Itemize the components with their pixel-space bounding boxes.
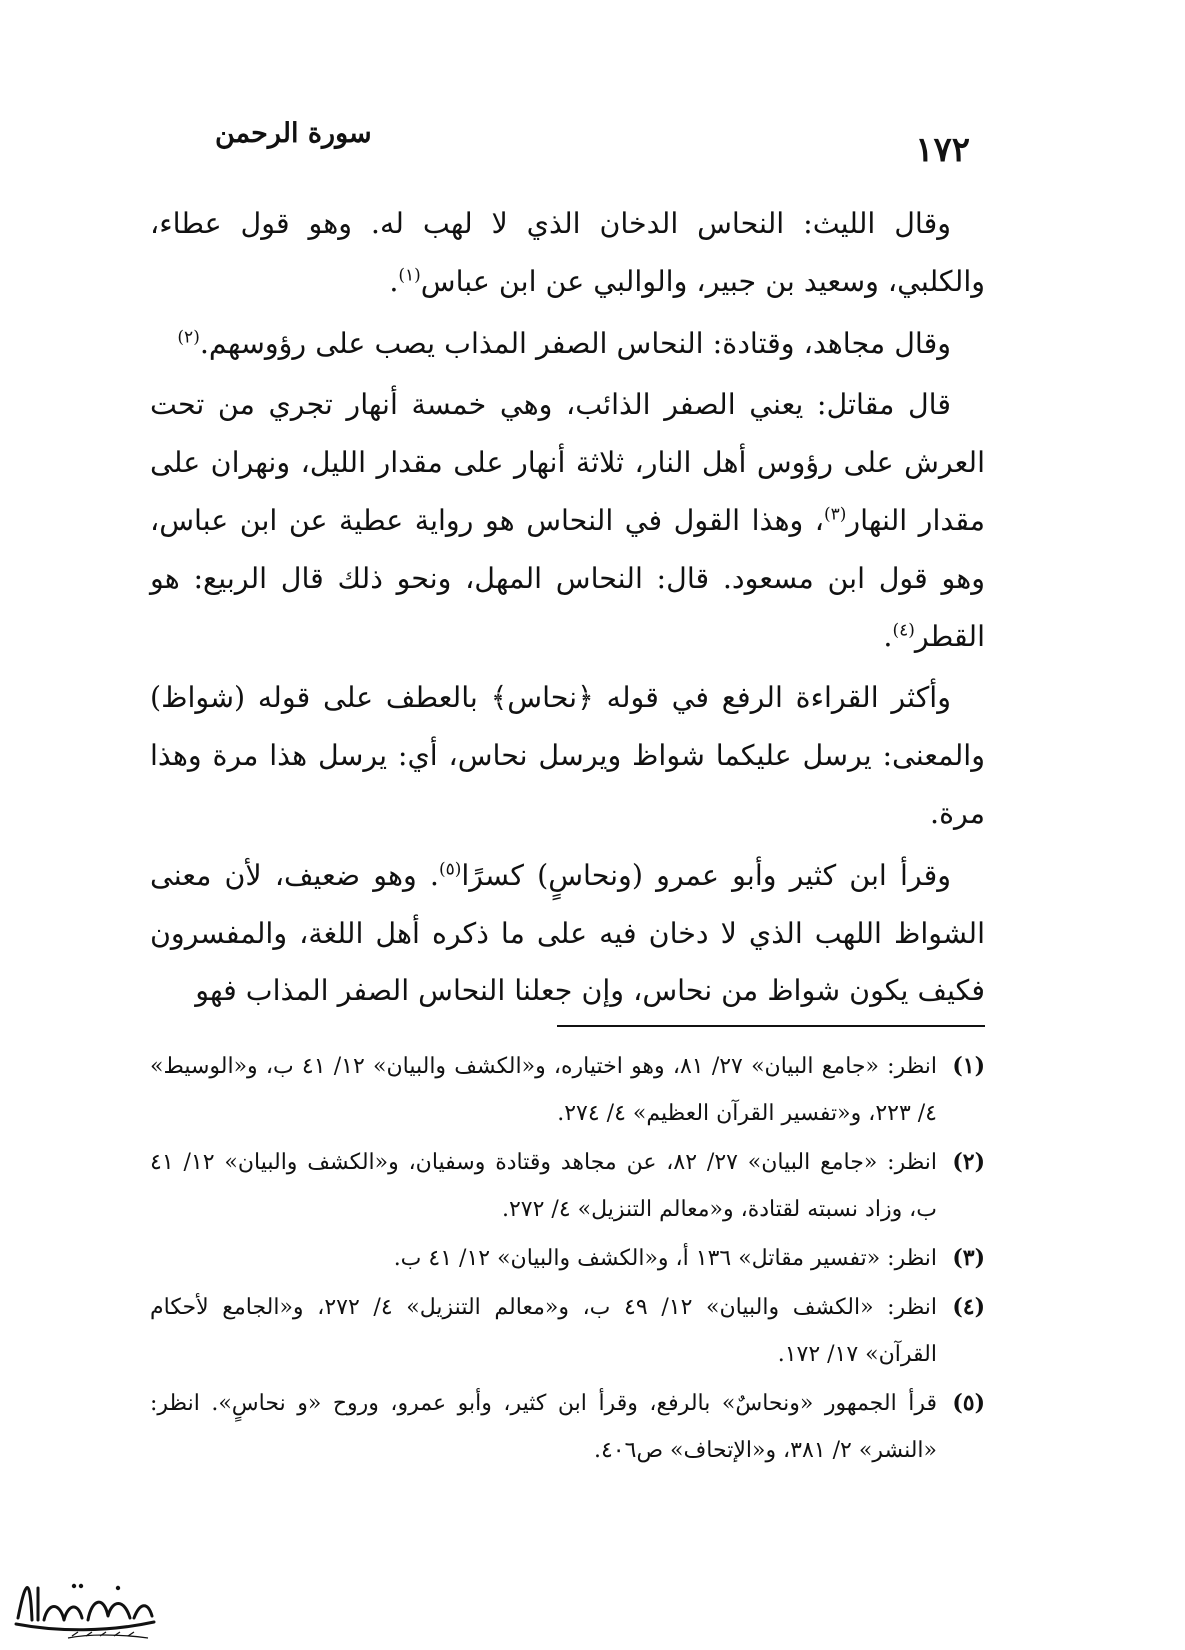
footnote-divider <box>557 1025 985 1027</box>
paragraph-text: وقرأ ابن كثير وأبو عمرو (ونحاسٍ) كسرًا <box>461 858 951 892</box>
paragraph <box>150 315 985 373</box>
paragraph: وقال الليث: النحاس الدخان الذي لا لهب له. وهو قول عطاء، والكلبي، وسعيد بن جبير، والوالبي عن ابن عباس$^{(١)}$. <box>150 207 985 298</box>
footnote-text: انظر: «تفسير مقاتل» ١٣٦ أ، و«الكشف والبيان» ١٢/ ٤١ ب. <box>393 1246 937 1271</box>
footnote-text: انظر: «جامع البيان» ٢٧/ ٨١، وهو اختياره، و«الكشف والبيان» ١٢/ ٤١ ب، و«الوسيط» ٤/ ٢٢٣، و«تفسير القرآن العظيم» ٤/ ٢٧٤. <box>150 1054 937 1126</box>
footnote <box>150 1380 985 1474</box>
paragraph-text: قال مقاتل: يعني الصفر الذائب، وهي خمسة أنهار تجري من تحت العرش على رؤوس أهل النار، ثلاثة أنهار على مقدار الليل، ونهران على مقدار النهار <box>150 388 985 537</box>
publisher-logo <box>8 1558 158 1644</box>
footnotes <box>150 1043 985 1476</box>
page-header <box>215 118 970 168</box>
paragraph-text: وقال الليث: النحاس الدخان الذي لا لهب له. وهو قول عطاء، والكلبي، وسعيد بن جبير، والوالبي عن ابن عباس <box>150 207 985 298</box>
footnote-text: انظر: «الكشف والبيان» ١٢/ ٤٩ ب، و«معالم التنزيل» ٤/ ٢٧٢، و«الجامع لأحكام القرآن» ١٧/ ١٧٢. <box>150 1295 938 1367</box>
paragraph <box>150 669 985 842</box>
surah-title: سورة الرحمن <box>215 118 372 149</box>
main-text <box>150 195 985 1024</box>
paragraph-text: ، وهذا القول في النحاس هو رواية عطية عن ابن عباس، وهو قول ابن مسعود. قال: النحاس المهل، ونحو ذلك قال الربيع: هو القطر <box>150 503 985 653</box>
paragraph-text: وقال مجاهد، وقتادة: النحاس الصفر المذاب يصب على رؤوسهم. <box>199 326 951 360</box>
footnote-ref[interactable]: (٤) <box>892 620 915 641</box>
paragraph: قال مقاتل: يعني الصفر الذائب، وهي خمسة أنهار تجري من تحت العرش على رؤوس أهل النار، ثلاثة أنهار على مقدار الليل، ونهران على مقدار النهار$^{(٣)}$، وهذا القول في النحاس هو رواية عطية عن ابن عباس، وهو قول ابن مسعود. قال: النحاس المهل، ونحو ذلك قال الربيع: هو القطر$^{(٤)}$. <box>150 388 985 653</box>
footnote-text: قرأ الجمهور «ونحاسٌ» بالرفع، وقرأ ابن كثير، وأبو عمرو، وروح «و نحاسٍ». انظر: «النشر» ٢/ ٣٨١، و«الإتحاف» ص٤٠٦. <box>150 1391 937 1463</box>
footnote-text: انظر: «جامع البيان» ٢٧/ ٨٢، عن مجاهد وقتادة وسفيان، و«الكشف والبيان» ١٢/ ٤١ ب، وزاد نسبته لقتادة، و«معالم التنزيل» ٤/ ٢٧٢. <box>150 1150 938 1222</box>
footnote-number: (٥) <box>952 1390 985 1416</box>
footnote-ref[interactable]: (٥) <box>438 859 462 880</box>
logo-icon <box>8 1558 158 1644</box>
footnote-number: (٢) <box>952 1149 985 1175</box>
paragraph <box>150 847 985 1020</box>
footnote-ref[interactable]: (٢) <box>177 327 200 348</box>
footnote-number: (١) <box>952 1053 985 1079</box>
footnote-number: (٣) <box>952 1245 985 1271</box>
footnote <box>150 1043 985 1137</box>
footnote-ref[interactable]: (٣) <box>823 504 847 525</box>
page-number: ١٧٢ <box>915 130 970 170</box>
paragraph-text: وأكثر القراءة الرفع في قوله ﴿نحاس﴾ بالعطف على قوله (شواظ) والمعنى: يرسل عليكما شواظ ويرسل نحاس، أي: يرسل هذا مرة وهذا مرة. <box>150 681 985 830</box>
paragraph-text: . وهو ضعيف، لأن معنى الشواظ اللهب الذي لا دخان فيه على ما ذكره أهل اللغة، والمفسرون فكيف يكون شواظ من نحاس، وإن جعلنا النحاس الصفر المذاب فهو <box>150 858 985 1008</box>
footnote-ref[interactable]: (١) <box>398 265 421 286</box>
footnote <box>150 1235 985 1282</box>
footnote <box>150 1284 985 1378</box>
footnote-number: (٤) <box>952 1294 985 1320</box>
footnote <box>150 1139 985 1233</box>
